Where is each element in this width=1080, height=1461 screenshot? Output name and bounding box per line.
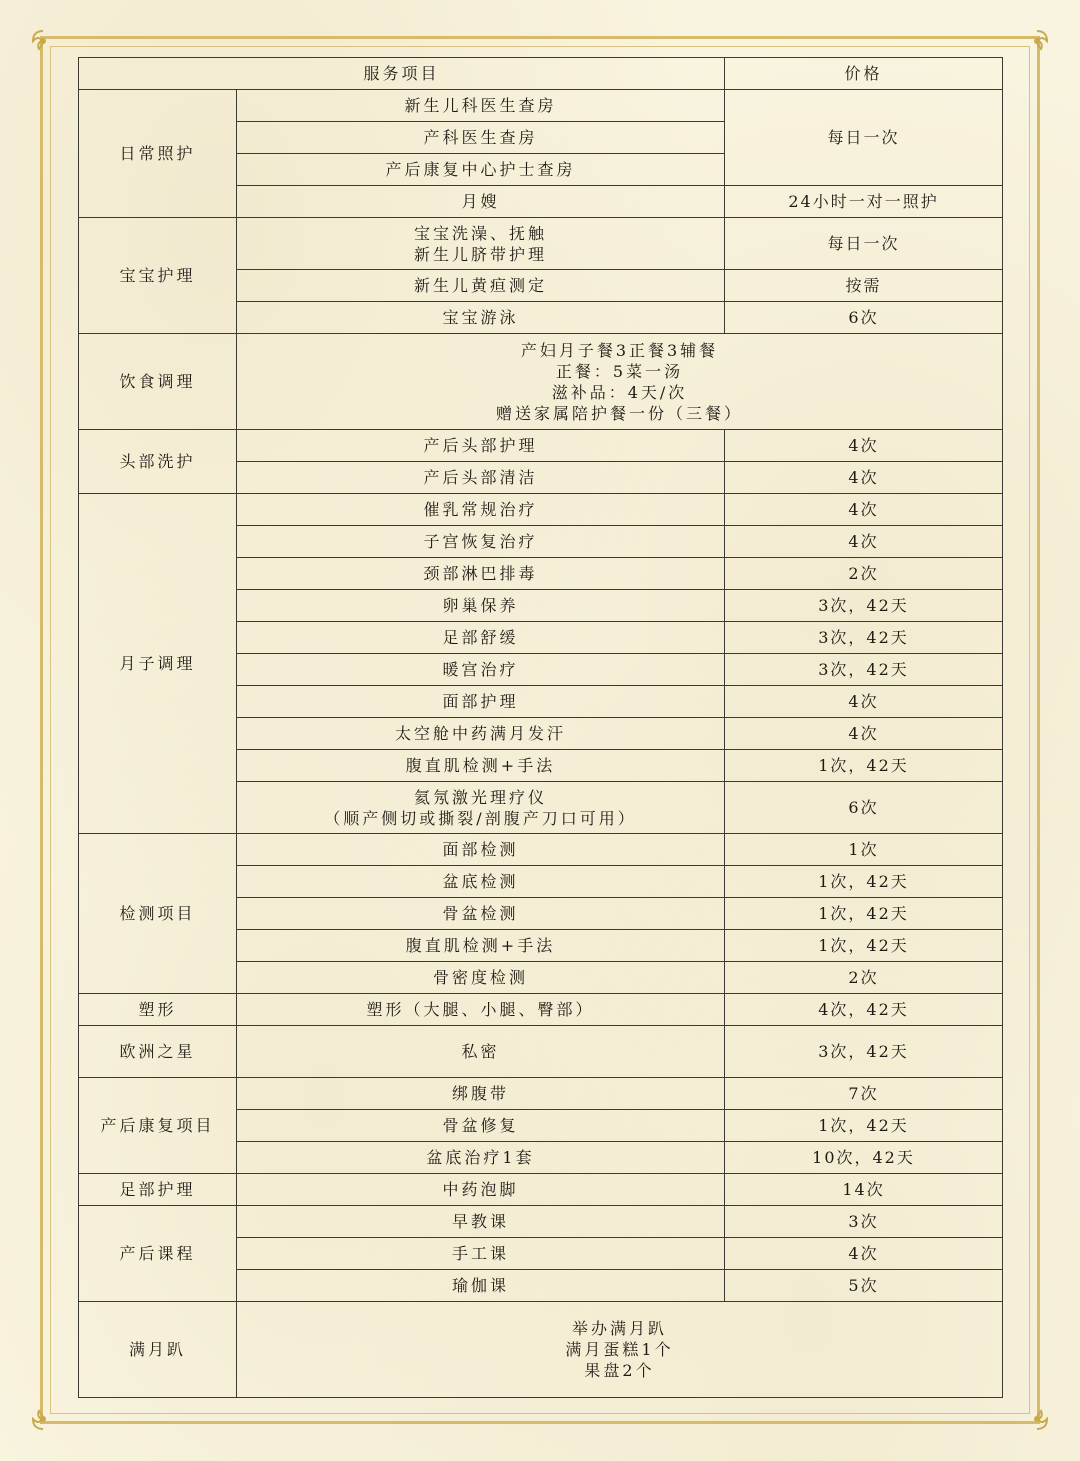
item-cell: 卵巢保养 [237,590,725,622]
item-cell: 产后头部护理 [237,430,725,462]
price-cell: 4次 [725,526,1003,558]
item-cell: 骨密度检测 [237,962,725,994]
item-cell: 塑形（大腿、小腿、臀部） [237,994,725,1026]
item-cell: 私密 [237,1026,725,1078]
category-cell: 产后课程 [79,1206,237,1302]
price-cell: 每日一次 [725,218,1003,270]
category-cell: 日常照护 [79,90,237,218]
item-cell: 手工课 [237,1238,725,1270]
category-cell: 饮食调理 [79,334,237,430]
price-cell: 5次 [725,1270,1003,1302]
category-cell: 欧洲之星 [79,1026,237,1078]
item-cell: 产后头部清洁 [237,462,725,494]
item-cell: 宝宝游泳 [237,302,725,334]
price-cell: 1次 [725,834,1003,866]
merged-content-cell [237,1302,1003,1398]
item-cell: 中药泡脚 [237,1174,725,1206]
item-cell: 子宫恢复治疗 [237,526,725,558]
table-row [79,334,1003,430]
table-row [79,1174,1003,1206]
header-service: 服务项目 [79,58,725,90]
corner-ornament-icon [1024,1406,1050,1432]
item-cell: 颈部淋巴排毒 [237,558,725,590]
item-line: 氦氖激光理疗仪 [414,787,548,807]
category-cell: 足部护理 [79,1174,237,1206]
price-cell: 14次 [725,1174,1003,1206]
service-price-table [78,57,1003,1398]
content-line: 举办满月趴 [572,1319,668,1338]
content-line: 果盘2个 [584,1361,655,1380]
item-cell: 瑜伽课 [237,1270,725,1302]
table-row [79,430,1003,462]
price-cell: 6次 [725,782,1003,834]
item-cell: 腹直肌检测+手法 [237,930,725,962]
table-row [79,1302,1003,1398]
item-cell: 月嫂 [237,186,725,218]
price-cell: 3次 [725,1206,1003,1238]
table-row [79,1206,1003,1238]
price-cell: 6次 [725,302,1003,334]
corner-ornament-icon [1024,28,1050,54]
price-cell: 2次 [725,962,1003,994]
category-cell: 宝宝护理 [79,218,237,334]
price-cell: 3次，42天 [725,654,1003,686]
price-cell: 1次，42天 [725,750,1003,782]
price-cell: 4次 [725,686,1003,718]
item-cell: 腹直肌检测+手法 [237,750,725,782]
merged-content-cell [237,334,1003,430]
item-cell: 新生儿黄疸测定 [237,270,725,302]
item-cell: 骨盆修复 [237,1110,725,1142]
item-cell: 骨盆检测 [237,898,725,930]
item-cell: 暖宫治疗 [237,654,725,686]
price-cell: 1次，42天 [725,866,1003,898]
content-line: 满月蛋糕1个 [565,1340,674,1359]
item-cell: 盆底检测 [237,866,725,898]
item-cell: 新生儿科医生查房 [237,90,725,122]
price-cell: 每日一次 [725,90,1003,186]
corner-ornament-icon [30,1406,56,1432]
item-line: 宝宝洗澡、抚触 [414,223,548,243]
corner-ornament-icon [30,28,56,54]
category-cell: 产后康复项目 [79,1078,237,1174]
table-header-row [79,58,1003,90]
price-cell: 3次，42天 [725,1026,1003,1078]
item-line: （顺产侧切或撕裂/剖腹产刀口可用） [324,808,637,828]
table-row [79,994,1003,1026]
price-cell: 2次 [725,558,1003,590]
table-row [79,1078,1003,1110]
price-cell: 4次 [725,1238,1003,1270]
item-cell [237,218,725,270]
price-cell: 3次，42天 [725,622,1003,654]
category-cell: 月子调理 [79,494,237,834]
price-cell: 4次 [725,462,1003,494]
price-cell: 7次 [725,1078,1003,1110]
item-cell: 面部护理 [237,686,725,718]
table-row [79,1026,1003,1078]
price-cell: 4次 [725,430,1003,462]
price-cell: 1次，42天 [725,1110,1003,1142]
content-line: 滋补品：4天/次 [551,382,688,402]
table-row [79,218,1003,270]
table-row [79,494,1003,526]
price-cell: 24小时一对一照护 [725,186,1003,218]
content-line: 正餐：5菜一汤 [555,361,684,381]
table-row [79,90,1003,122]
item-line: 新生儿脐带护理 [414,244,548,264]
table-row [79,834,1003,866]
item-cell [237,782,725,834]
item-cell: 绑腹带 [237,1078,725,1110]
price-cell: 1次，42天 [725,898,1003,930]
item-cell: 产科医生查房 [237,122,725,154]
price-cell: 10次，42天 [725,1142,1003,1174]
price-cell: 4次 [725,494,1003,526]
item-cell: 面部检测 [237,834,725,866]
item-cell: 早教课 [237,1206,725,1238]
item-cell: 产后康复中心护士查房 [237,154,725,186]
item-cell: 催乳常规治疗 [237,494,725,526]
item-cell: 盆底治疗1套 [237,1142,725,1174]
price-cell: 4次，42天 [725,994,1003,1026]
category-cell: 满月趴 [79,1302,237,1398]
content-line: 赠送家属陪护餐一份（三餐） [496,403,744,423]
price-cell: 4次 [725,718,1003,750]
category-cell: 塑形 [79,994,237,1026]
price-cell: 3次，42天 [725,590,1003,622]
category-cell: 头部洗护 [79,430,237,494]
price-cell: 1次，42天 [725,930,1003,962]
category-cell: 检测项目 [79,834,237,994]
item-cell: 太空舱中药满月发汗 [237,718,725,750]
price-cell: 按需 [725,270,1003,302]
item-cell: 足部舒缓 [237,622,725,654]
header-price: 价格 [725,58,1003,90]
content-line: 产妇月子餐3正餐3辅餐 [520,340,719,360]
